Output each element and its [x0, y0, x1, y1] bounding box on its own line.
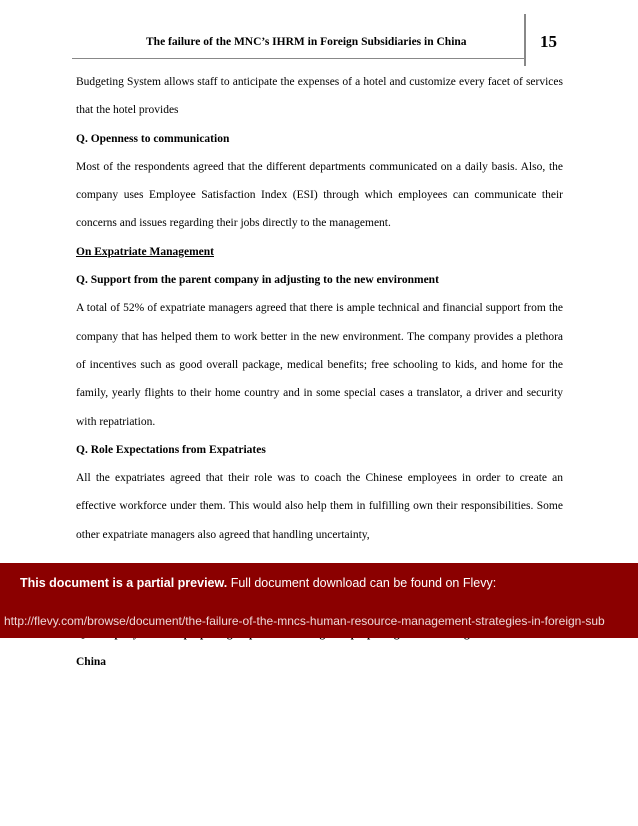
page-number: 15 [540, 32, 557, 51]
paragraph: All the expatriates agreed that their role was to coach the Chinese employees in order to create an effective workforce under them. This would also help them in fulfilling own their responsibilities. Some other expatriate managers also agreed that handling uncertainty, [76, 472, 563, 541]
paragraph: Budgeting System allows staff to anticipate the expenses of a hotel and customize every facet of services that the hotel provides [76, 76, 563, 117]
banner-message [20, 576, 496, 590]
question-heading-continued: China [76, 656, 107, 669]
paragraph: Most of the respondents agreed that the different departments communicated on a daily basis. Also, the company uses Employee Satisfaction Index (ESI) through which employees can communicate their concerns and issues regarding their jobs directly to the management. [76, 160, 563, 230]
question-heading: Q. Role Expectations from Expatriates [76, 443, 266, 456]
header-vertical-rule [524, 14, 526, 66]
paragraph: A total of 52% of expatriate managers agreed that there is ample technical and financial support from the company that has helped them to work better in the new environment. The company provides a plethora of incentives such as good overall package, medical benefits; free schooling to kids, and home for the family, yearly flights to their home country and in some special cases a translator, a driver and security with repatriation. [76, 302, 563, 428]
running-title: The failure of the MNC’s IHRM in Foreign Subsidiaries in China [146, 36, 467, 48]
question-heading: Q. Support from the parent company in adjusting to the new environment [76, 274, 439, 287]
banner-bold-text: This document is a partial preview. [20, 576, 228, 590]
body-text [76, 68, 563, 549]
header-horizontal-rule [72, 58, 524, 59]
question-heading: Q. Openness to communication [76, 132, 230, 145]
download-link[interactable]: http://flevy.com/browse/document/the-failure-of-the-mncs-human-resource-management-strategies-in-foreign-sub [4, 614, 605, 628]
section-heading: On Expatriate Management [76, 245, 214, 258]
banner-text: Full document download can be found on Flevy: [230, 576, 497, 590]
preview-banner [0, 563, 638, 638]
